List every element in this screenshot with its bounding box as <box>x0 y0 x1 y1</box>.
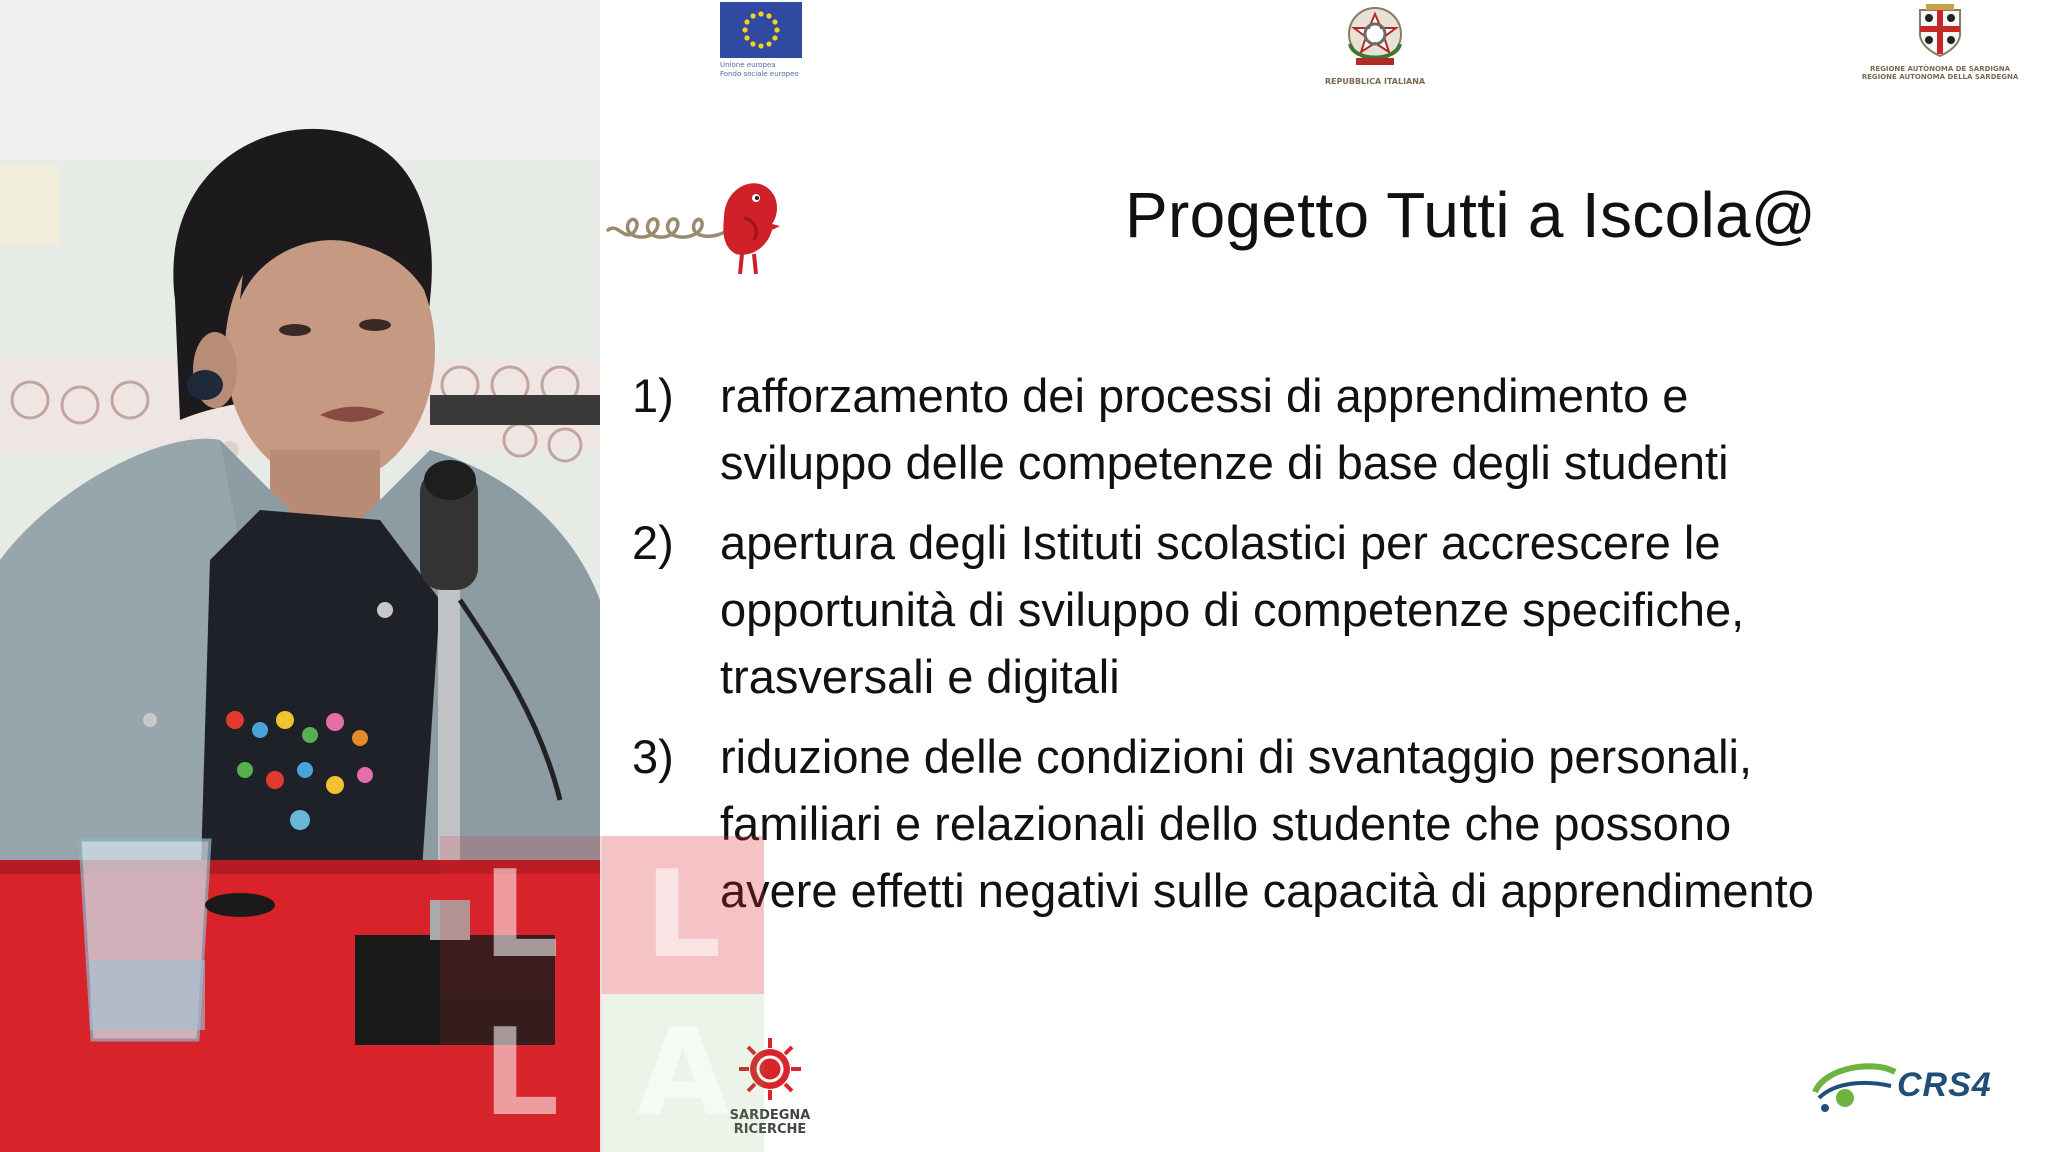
slide-title: Progetto Tutti a Iscola@ <box>1125 179 1817 251</box>
objective-line: trasversali e digitali <box>720 650 1120 703</box>
objective-number: 3) <box>632 730 674 783</box>
repubblica-caption: REPUBBLICA ITALIANA <box>1324 77 1426 86</box>
objective-number: 1) <box>632 369 674 422</box>
eu-flag-icon <box>720 2 802 58</box>
crs4-logo <box>1805 1052 2025 1122</box>
tutti-a-iscola-bird-logo <box>604 168 784 278</box>
objective-line: apertura degli Istituti scolastici per accrescere le <box>720 516 1721 569</box>
sardegna-ricerche-logo <box>710 1036 830 1137</box>
objective-line: sviluppo delle competenze di base degli studenti <box>720 436 1729 489</box>
repubblica-italiana-logo <box>1315 4 1435 86</box>
regione-sardegna-logo <box>1850 4 2030 81</box>
watermark-letter: A <box>602 994 764 1152</box>
objective-line: riduzione delle condizioni di svantaggio personali, <box>720 730 1753 783</box>
objective-number: 2) <box>632 516 674 569</box>
crs4-swoosh-icon <box>1805 1052 1905 1122</box>
eu-caption-line-2: Fondo sociale europeo <box>720 70 799 78</box>
speaker-photo-illustration <box>0 0 600 1152</box>
watermark-letter: L <box>440 994 602 1152</box>
bird-icon <box>604 168 784 278</box>
crs4-wordmark: CRS4 <box>1897 1066 1992 1104</box>
objectives-list <box>632 362 2044 937</box>
sardegna-ricerche-line-1: SARDEGNA <box>729 1108 811 1123</box>
sardinia-caption-line-2: REGIONE AUTONOMA DELLA SARDEGNA <box>1861 73 2019 81</box>
objective-line: rafforzamento dei processi di apprendimento e <box>720 369 1689 422</box>
objective-line: opportunità di sviluppo di competenze specifiche, <box>720 583 1745 636</box>
objective-item-2 <box>632 509 2044 710</box>
objective-line: avere effetti negativi sulle capacità di apprendimento <box>720 864 1814 917</box>
italian-emblem-icon <box>1344 4 1406 70</box>
presentation-slide <box>600 0 2048 1152</box>
sardinia-shield-icon <box>1916 4 1964 58</box>
objective-line: familiari e relazionali dello studente che possono <box>720 797 1732 850</box>
watermark-letter: L <box>440 836 602 994</box>
sardegna-ricerche-line-2: RICERCHE <box>733 1122 807 1137</box>
sun-icon <box>737 1036 803 1102</box>
sardinia-caption-line-1: REGIONE AUTÒNOMA DE SARDIGNA <box>1869 65 2011 73</box>
eu-caption-line-1: Unione europea <box>720 61 776 69</box>
objective-item-1 <box>632 362 2044 496</box>
speaker-photo <box>0 0 600 1152</box>
objective-item-3 <box>632 723 2044 924</box>
watermark-letter: L <box>602 836 764 994</box>
eu-logo <box>720 2 802 79</box>
